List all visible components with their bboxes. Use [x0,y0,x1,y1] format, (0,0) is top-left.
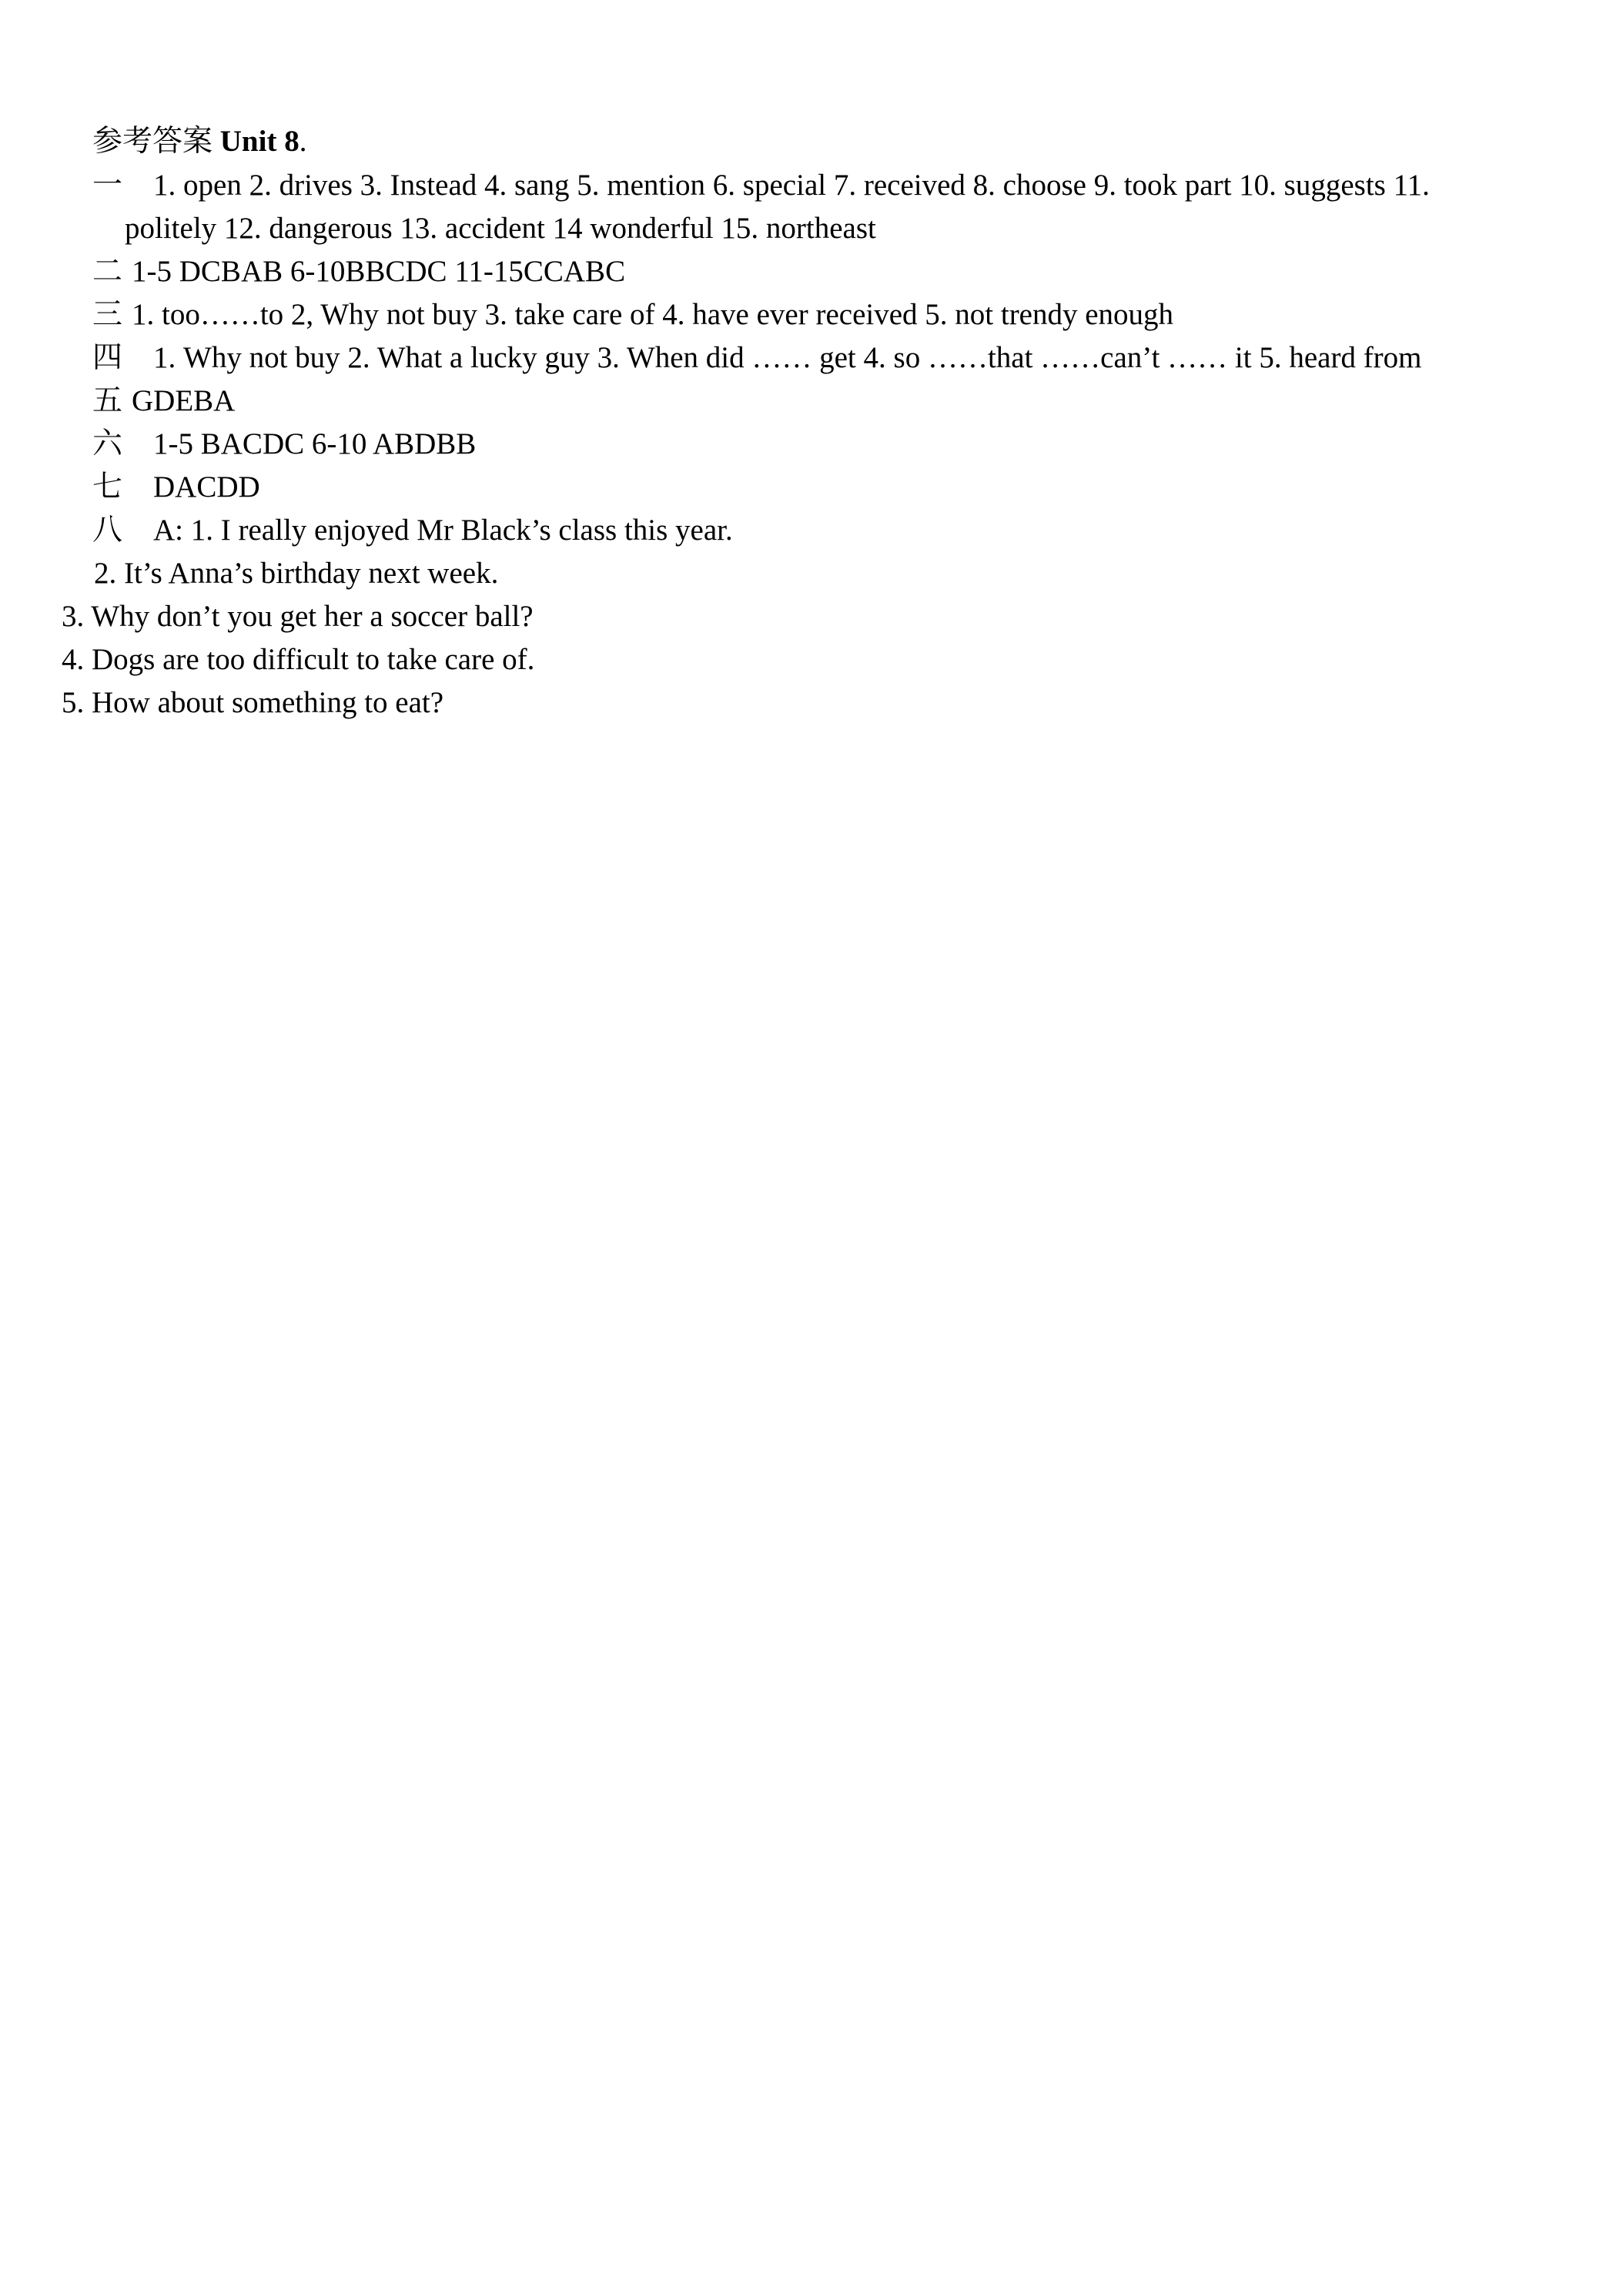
extra-line-4 [62,638,534,681]
section-4 [92,336,1422,380]
extra-line-text: 5. How about something to eat? [62,686,444,719]
extra-line-text: 3. Why don’t you get her a soccer ball? [62,600,534,633]
extra-line-2 [94,552,498,595]
title-unit: Unit 8 [219,125,300,158]
section-text: 1-5 DCBAB 6-10BBCDC 11-15CCABC [132,255,626,288]
page-title [92,120,306,163]
section-2 [92,250,625,293]
section-text: politely 12. dangerous 13. accident 14 wonderful 15. northeast [125,212,876,245]
section-marker: 八 [92,514,123,547]
extra-line-text: 2. It’s Anna’s birthday next week. [94,557,499,590]
section-5 [92,380,235,423]
section-text: 1. too……to 2, Why not buy 3. take care of 4. have ever received 5. not trendy enough [132,298,1174,331]
section-6 [92,423,476,466]
title-chinese: 参考答案 [92,125,213,158]
section-marker: 五 [92,384,123,417]
section-text: GDEBA [132,384,236,417]
section-text: 1. open 2. drives 3. Instead 4. sang 5. mention 6. special 7. received 8. choose 9. took part 10. suggests 11. [153,169,1430,202]
extra-line-text: 4. Dogs are too difficult to take care of. [62,643,535,676]
section-marker: 七 [92,470,123,504]
extra-line-3 [62,595,534,638]
section-text: A: 1. I really enjoyed Mr Black’s class this year. [153,514,733,547]
section-marker: 一 [92,169,123,202]
extra-line-5 [62,681,443,725]
section-marker: 二 [92,255,123,288]
title-dot: . [299,125,307,158]
section-text: 1-5 BACDC 6-10 ABDBB [153,427,477,460]
section-1-line-1 [92,164,1430,207]
section-1-line-2 [125,207,876,250]
section-3 [92,293,1173,336]
section-text: 1. Why not buy 2. What a lucky guy 3. When did …… get 4. so ……that ……can’t …… it 5. heard from [153,341,1422,374]
section-8 [92,509,733,552]
section-marker: 六 [92,427,123,460]
section-marker: 三 [92,298,123,331]
section-marker: 四 [92,341,123,374]
section-7 [92,466,260,509]
section-text: DACDD [153,470,260,504]
